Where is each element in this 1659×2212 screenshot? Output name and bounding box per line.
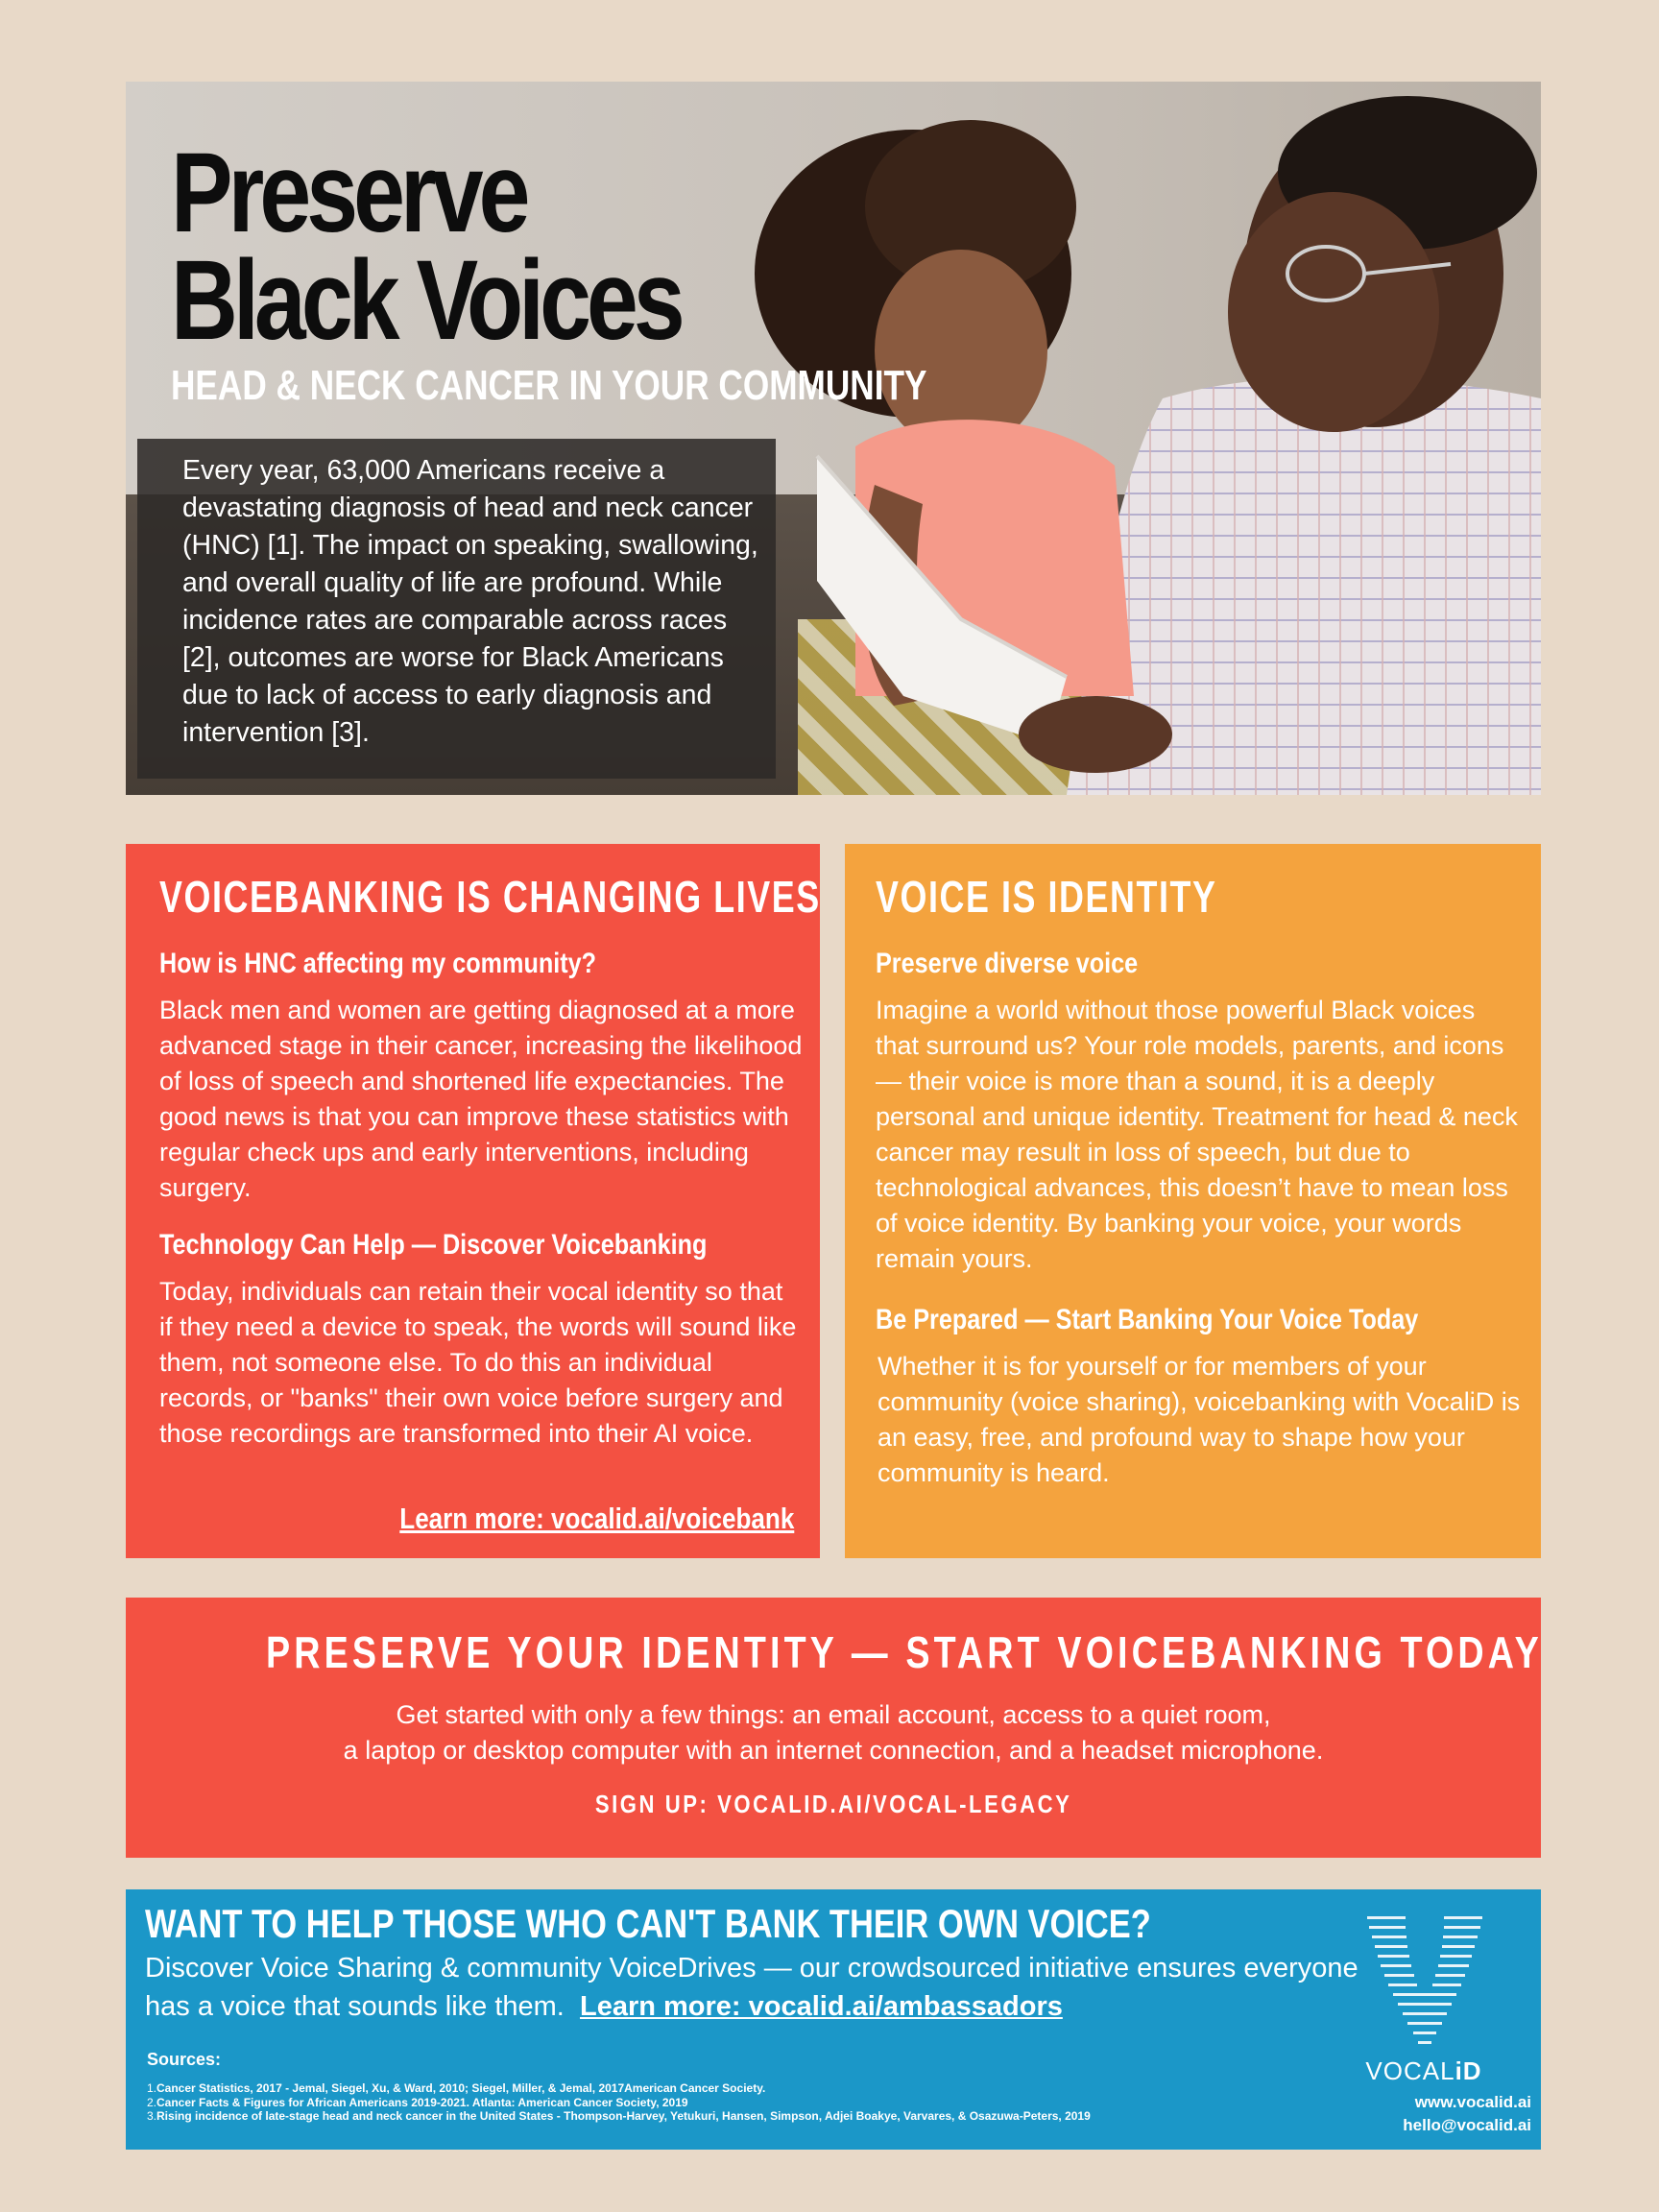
voice-identity-card-paragraph-2: Whether it is for yourself or for members of your community (voice sharing), voicebanking with VocaliD is an easy, free, and profound way to shape how your community is heard. [878,1352,1521,1487]
website-link[interactable]: www.vocalid.ai [1414,2093,1531,2111]
voice-identity-card-heading: VOICE IS IDENTITY [876,872,1217,922]
voice-identity-card-paragraph-1: Imagine a world without those powerful Black voices that surround us? Your role models, parents, and icons — their voice is more than a sound, it is a deeply personal and unique identity. Treatment for head & neck cancer may result in loss of speech, but due to technological advances, this doesn’t have to mean loss of voice identity. By banking your voice, your words remain yours. [876,996,1518,1273]
voicebanking-card [126,844,820,1558]
vocalid-wordmark [1316,2056,1531,2086]
footer-heading: WANT TO HELP THOSE WHO CAN'T BANK THEIR OWN VOICE? [145,1901,1151,1946]
hero-subtitle: HEAD & NECK CANCER IN YOUR COMMUNITY [171,362,927,409]
cta-heading-text: PRESERVE YOUR IDENTITY — START VOICEBANKING TODAY [265,1627,1543,1677]
sources-title: Sources: [147,2050,222,2069]
footer-description [145,1949,1393,2026]
hero-banner [126,82,1541,795]
voicebanking-card-paragraph-1: Black men and women are getting diagnosed at a more advanced stage in their cancer, increasing the likelihood of loss of speech and shortened life expectancies. The good news is that you can improve these statistics with regular check ups and early interventions, including surgery. [159,996,803,1202]
hero-intro-text: Every year, 63,000 Americans receive a devastating diagnosis of head and neck cancer (HNC) [1]. The impact on speaking, swallowing, and overall quality of life are profound. While incidence rates are comparable across races [2], outcomes are worse for Black Americans due to lack of access to early diagnosis and intervention [3]. [182,455,758,748]
source-text: Cancer Statistics, 2017 - Jemal, Siegel, Xu, & Ward, 2010; Siegel, Miller, & Jemal, 2017American Cancer Society. [156,2081,766,2095]
email-link[interactable]: hello@vocalid.ai [1403,2116,1531,2134]
sign-up-link-text: SIGN UP: VOCALID.AI/VOCAL-LEGACY [594,1790,1072,1818]
voicebanking-card-question-2: Technology Can Help — Discover Voicebanking [159,1229,708,1261]
cta-heading [126,1626,1541,1678]
contact-info [1316,2091,1531,2137]
brand-bold: iD [1455,2056,1482,2085]
source-item [147,2109,1299,2124]
hero-title-line1: Preserve [171,130,526,256]
hero-title [171,130,681,364]
voice-identity-card-question-1: Preserve diverse voice [876,948,1139,979]
learn-more-voicebank-link[interactable]: Learn more: vocalid.ai/voicebank [398,1502,794,1535]
cta-description-line1: Get started with only a few things: an email account, access to a quiet room, [396,1700,1271,1729]
hero-intro-box [137,439,776,779]
source-number: 3. [147,2109,157,2123]
voicebanking-card-heading: VOICEBANKING IS CHANGING LIVES [159,872,821,922]
sources-list [147,2081,1299,2124]
voice-identity-card-question-2: Be Prepared — Start Banking Your Voice Today [876,1304,1419,1335]
vocalid-logo-icon [1362,1909,1487,2053]
voicebanking-card-question-1: How is HNC affecting my community? [159,948,597,979]
footer-description-text: Discover Voice Sharing & community VoiceDrives — our crowdsourced initiative ensures everyone has a voice that sounds like them. [145,1953,1358,2022]
source-text: Rising incidence of late-stage head and neck cancer in the United States - Thompson-Harvey, Yetukuri, Hansen, Simpson, Adjei Boakye, Varvares, & Osazuwa-Peters, 2019 [156,2109,1091,2123]
source-number: 2. [147,2095,157,2109]
source-item [147,2096,1299,2110]
voicebanking-card-paragraph-2: Today, individuals can retain their vocal identity so that if they need a device to speak, the words will sound like them, not someone else. To do this an individual records, or "banks" their own voice before surgery and those recordings are transformed into their AI voice. [159,1277,797,1448]
cta-description-line2: a laptop or desktop computer with an internet connection, and a headset microphone. [343,1736,1324,1765]
cta-description [126,1697,1541,1768]
call-to-action-banner [126,1598,1541,1858]
sign-up-link[interactable] [126,1790,1541,1819]
source-item [147,2081,1299,2096]
source-text: Cancer Facts & Figures for African Americans 2019-2021. Atlanta: American Cancer Society, 2019 [156,2095,688,2109]
footer-panel [126,1889,1541,2150]
voice-identity-card [845,844,1541,1558]
source-number: 1. [147,2081,157,2095]
learn-more-ambassadors-link[interactable]: Learn more: vocalid.ai/ambassadors [579,1991,1063,2022]
brand-light: VOCAL [1365,2056,1455,2085]
hero-title-line2: Black Voices [171,237,681,364]
